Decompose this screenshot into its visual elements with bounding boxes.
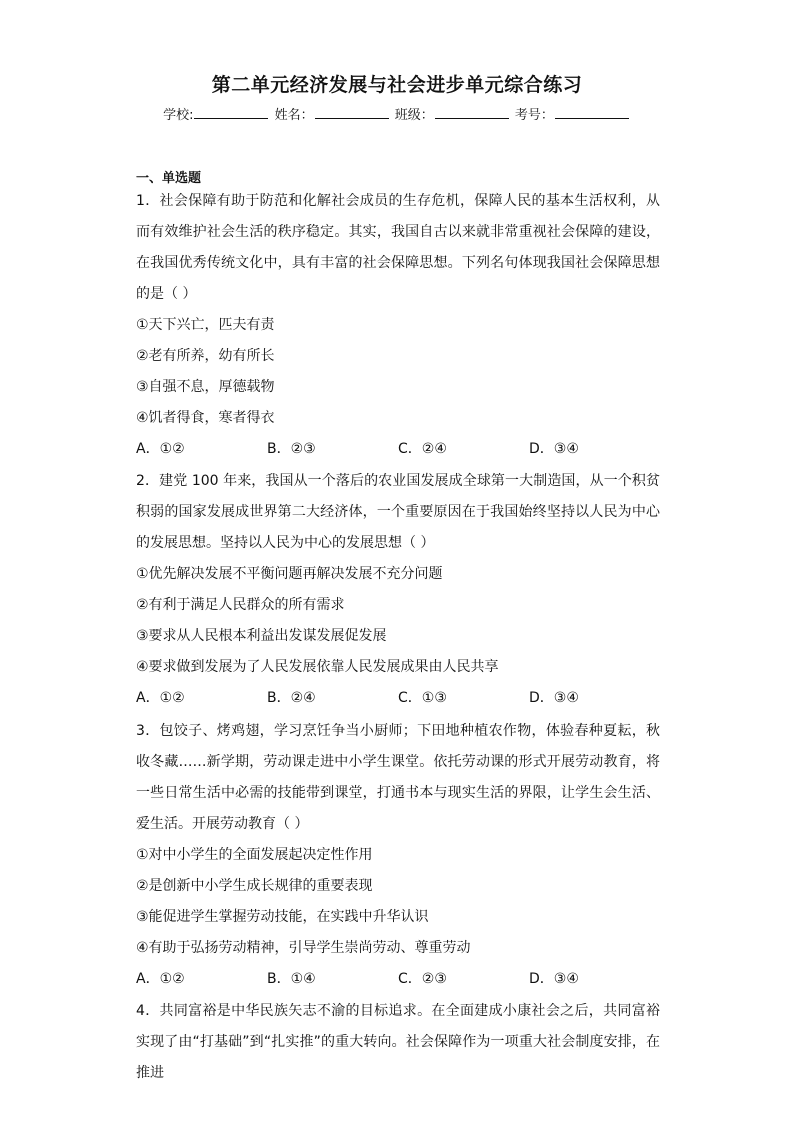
statement-item: ③要求从人民根本利益出发谋发展促发展 (136, 628, 387, 644)
option-c[interactable]: C．②③ (398, 971, 447, 987)
answer-options (136, 434, 660, 465)
option-a[interactable]: A．①② (136, 971, 185, 987)
class-label: 班级： (394, 108, 434, 123)
statement-item: ①天下兴亡，匹夫有责 (136, 317, 275, 333)
section-heading: 一、单选题 (136, 171, 202, 186)
option-d[interactable]: D．③④ (529, 441, 579, 457)
question-stem: 3．包饺子、烤鸡翅，学习烹饪争当小厨师；下田地种植农作物，体验春种夏耘，秋收冬藏……新学期，劳动课走进中小学生课堂。依托劳动课的形式开展劳动教育，将一些日常生活中必需的技能带到课堂，打通书本与现实生活的界限，让学生会生活、爱生活。开展劳动教育（ ） (136, 723, 660, 832)
option-a[interactable]: A．①② (136, 690, 185, 706)
question-stem: 1．社会保障有助于防范和化解社会成员的生存危机，保障人民的基本生活权利，从而有效维护社会生活的秩序稳定。其实，我国自古以来就非常重视社会保障的建设，在我国优秀传统文化中，具有丰富的社会保障思想。下列名句体现我国社会保障思想的是（ ） (136, 193, 660, 302)
option-b[interactable]: B．①④ (267, 971, 316, 987)
question-3 (136, 716, 660, 995)
option-d[interactable]: D．③④ (529, 971, 579, 987)
page-title: 第二单元经济发展与社会进步单元综合练习 (211, 74, 583, 96)
statement-item: ③自强不息，厚德载物 (136, 379, 275, 395)
answer-options (136, 683, 660, 714)
statement-item: ②老有所养，幼有所长 (136, 348, 275, 364)
school-blank[interactable] (194, 106, 268, 119)
number-blank[interactable] (555, 106, 629, 119)
option-a[interactable]: A．①② (136, 441, 185, 457)
statement-item: ④有助于弘扬劳动精神，引导学生崇尚劳动、尊重劳动 (136, 940, 471, 956)
option-c[interactable]: C．①③ (398, 690, 447, 706)
statement-item: ④要求做到发展为了人民发展依靠人民发展成果由人民共享 (136, 659, 499, 675)
option-b[interactable]: B．②③ (267, 441, 316, 457)
answer-options (136, 964, 660, 995)
number-label: 考号： (514, 108, 554, 123)
option-d[interactable]: D．③④ (529, 690, 579, 706)
statement-item: ②有利于满足人民群众的所有需求 (136, 597, 345, 613)
name-blank[interactable] (315, 106, 389, 119)
question-2 (136, 466, 660, 714)
statement-item: ②是创新中小学生成长规律的重要表现 (136, 878, 373, 894)
statement-item: ④饥者得食，寒者得衣 (136, 410, 275, 426)
statement-item: ①对中小学生的全面发展起决定性作用 (136, 847, 373, 863)
statement-item: ①优先解决发展不平衡问题再解决发展不充分问题 (136, 566, 443, 582)
student-info-line (0, 104, 794, 123)
option-b[interactable]: B．②④ (267, 690, 316, 706)
question-4 (136, 996, 660, 1089)
name-label: 姓名： (274, 108, 314, 123)
question-stem: 2．建党 100 年来，我国从一个落后的农业国发展成全球第一大制造国，从一个积贫积弱的国家发展成世界第二大经济体，一个重要原因在于我国始终坚持以人民为中心的发展思想。坚持以人民为中心的发展思想（ ） (136, 473, 660, 551)
question-1 (136, 186, 660, 465)
class-blank[interactable] (435, 106, 509, 119)
question-stem: 4．共同富裕是中华民族矢志不渝的目标追求。在全面建成小康社会之后，共同富裕实现了由“打基础”到“扎实推”的重大转向。社会保障作为一项重大社会制度安排，在推进 (136, 1003, 660, 1081)
statement-item: ③能促进学生掌握劳动技能，在实践中升华认识 (136, 909, 429, 925)
school-label: 学校: (163, 108, 194, 123)
option-c[interactable]: C．②④ (398, 441, 447, 457)
